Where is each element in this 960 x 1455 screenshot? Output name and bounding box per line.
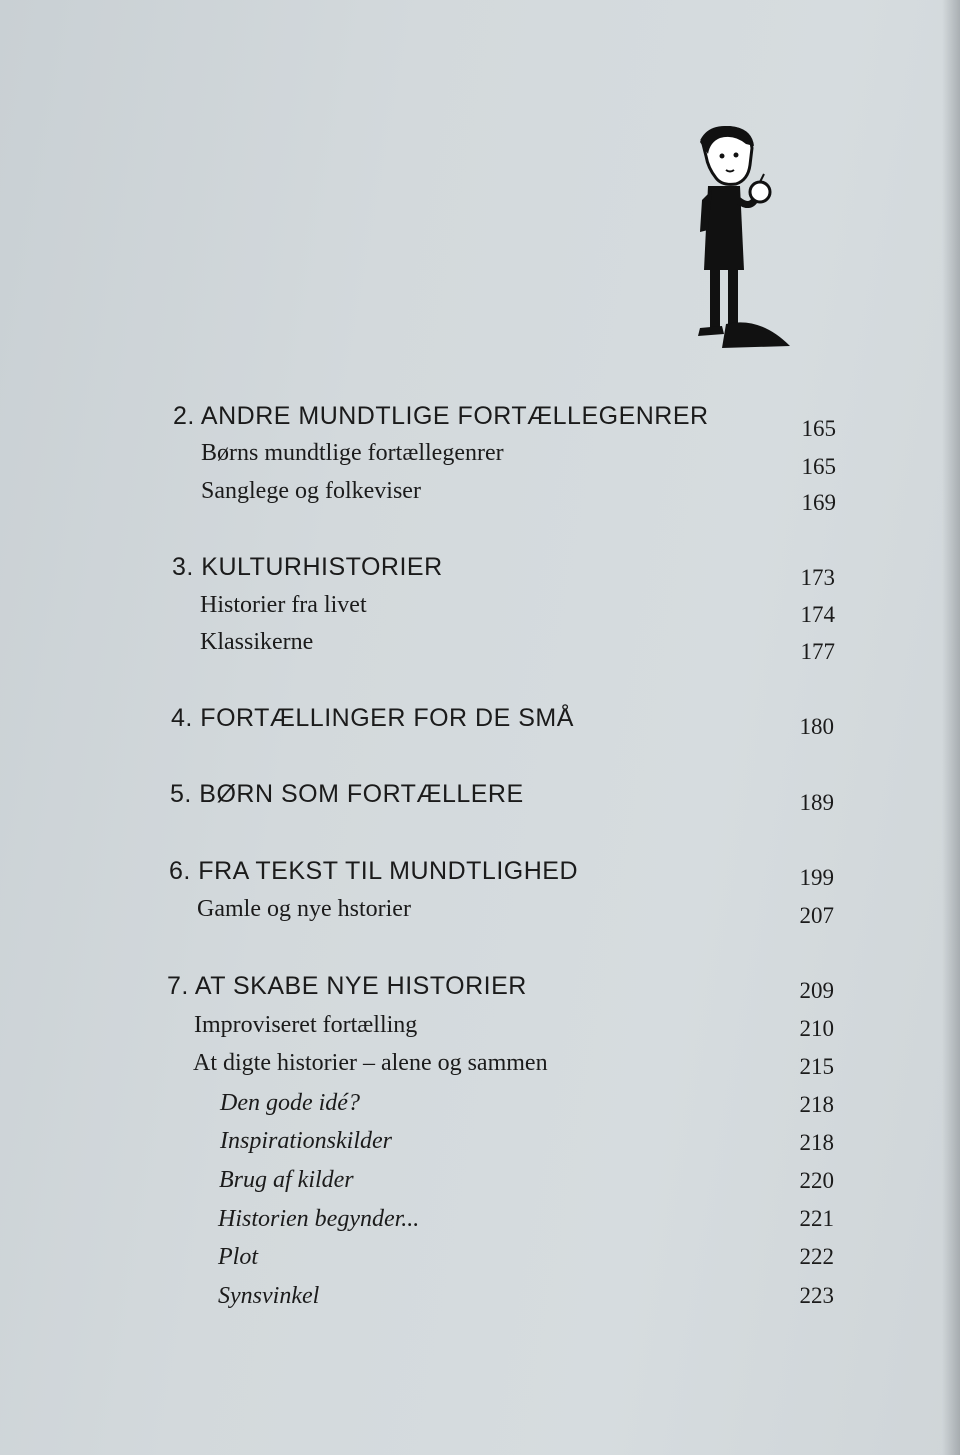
- toc-page-number: 174: [800, 602, 835, 627]
- toc-page-number: 209: [799, 978, 834, 1003]
- toc-subitem[interactable]: [0, 1167, 960, 1201]
- toc-subitem-label: Synsvinkel: [218, 1283, 320, 1309]
- toc-section-title: 2. ANDRE MUNDTLIGE FORTÆLLEGENRER: [173, 402, 709, 430]
- toc-page-number: 218: [799, 1130, 834, 1155]
- toc-page-number: 210: [799, 1016, 834, 1041]
- toc-section[interactable]: [0, 972, 960, 1006]
- toc-item-label: Klassikerne: [200, 629, 314, 655]
- toc-item[interactable]: [0, 1012, 960, 1046]
- toc-item[interactable]: [0, 1050, 960, 1084]
- toc-page-number: 169: [801, 490, 836, 515]
- toc-subitem[interactable]: [0, 1206, 960, 1240]
- page-edge-shadow: [942, 0, 960, 1455]
- toc-item-label: Gamle og nye hstorier: [197, 896, 411, 922]
- toc-section-title: 7. AT SKABE NYE HISTORIER: [167, 972, 527, 1000]
- toc-item-label: At digte historier – alene og sammen: [193, 1050, 548, 1076]
- toc-page-number: 189: [799, 790, 834, 815]
- toc-section[interactable]: [0, 704, 960, 738]
- toc-page-number: 215: [799, 1054, 834, 1079]
- toc-item-label: Børns mundtlige fortællegenrer: [201, 440, 504, 466]
- toc-subitem-label: Plot: [218, 1244, 258, 1270]
- toc-page-number: 218: [799, 1092, 834, 1117]
- toc-subitem-label: Inspirationskilder: [220, 1128, 392, 1154]
- toc-subitem-label: Brug af kilder: [219, 1167, 354, 1193]
- toc-subitem-label: Historien begynder...: [218, 1206, 420, 1232]
- toc-page-number: 222: [799, 1244, 834, 1269]
- toc-item-label: Sanglege og folkeviser: [201, 478, 421, 504]
- toc-item-label: Improviseret fortælling: [194, 1012, 418, 1038]
- toc-page-number: 177: [800, 639, 835, 664]
- toc-item[interactable]: [0, 629, 960, 663]
- toc-section-title: 4. FORTÆLLINGER FOR DE SMÅ: [171, 704, 574, 732]
- toc-section[interactable]: [0, 857, 960, 891]
- toc-page-number: 165: [801, 416, 836, 441]
- toc-section-title: 5. BØRN SOM FORTÆLLERE: [170, 780, 524, 808]
- toc-item[interactable]: [0, 896, 960, 930]
- toc-page-number: 180: [799, 714, 834, 739]
- toc-item[interactable]: [0, 440, 960, 479]
- toc-page-number: 221: [799, 1206, 834, 1231]
- toc-item[interactable]: [0, 592, 960, 626]
- toc-item[interactable]: [0, 478, 960, 515]
- toc-section[interactable]: [0, 553, 960, 590]
- toc-page-number: 220: [799, 1168, 834, 1193]
- toc-item-label: Historier fra livet: [200, 592, 367, 618]
- toc-subitem[interactable]: [0, 1128, 960, 1162]
- toc-subitem[interactable]: [0, 1244, 960, 1278]
- toc-page-number: 199: [799, 865, 834, 890]
- toc-section[interactable]: [0, 780, 960, 814]
- toc-page-number: 207: [799, 903, 834, 928]
- toc-page-number: 165: [801, 454, 836, 479]
- toc-subitem[interactable]: [0, 1283, 960, 1317]
- toc-page-number: 173: [800, 565, 835, 590]
- toc-subitem-label: Den gode idé?: [220, 1090, 360, 1116]
- toc-section-title: 6. FRA TEKST TIL MUNDTLIGHED: [169, 857, 578, 885]
- toc-subitem[interactable]: [0, 1090, 960, 1124]
- toc-section-title: 3. KULTURHISTORIER: [172, 553, 443, 581]
- toc-page-number: 223: [799, 1283, 834, 1308]
- toc-section[interactable]: [0, 402, 960, 441]
